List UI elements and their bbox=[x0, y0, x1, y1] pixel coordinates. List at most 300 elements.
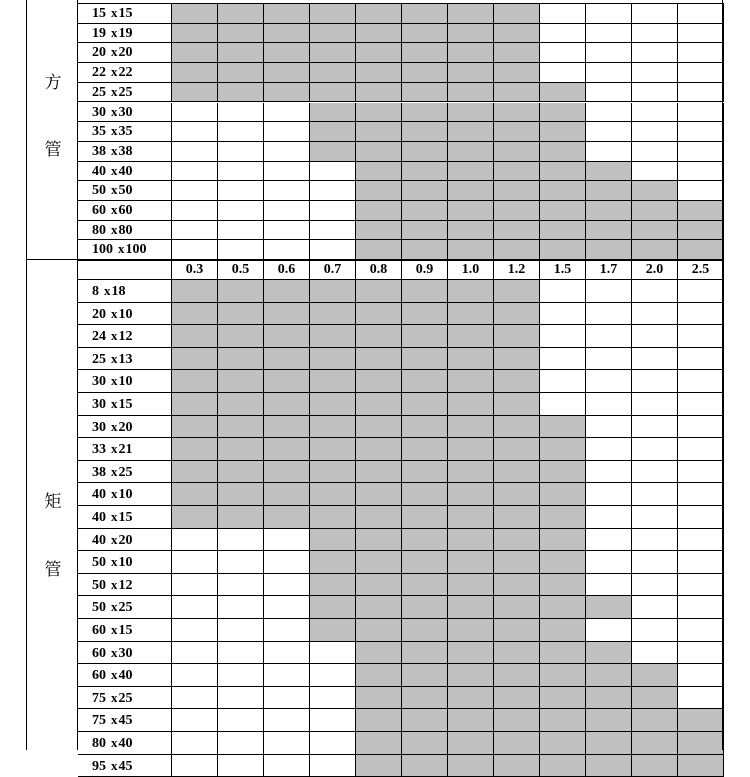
availability-cell-filled bbox=[632, 755, 678, 777]
availability-cell-filled bbox=[402, 4, 448, 24]
availability-cell-filled bbox=[540, 416, 586, 439]
availability-cell-filled bbox=[540, 461, 586, 484]
availability-cell-filled bbox=[264, 303, 310, 326]
availability-cell-filled bbox=[402, 642, 448, 665]
availability-cell-empty bbox=[586, 483, 632, 506]
size-separator: x bbox=[111, 350, 118, 366]
size-width: 60 bbox=[92, 203, 106, 218]
availability-cell-empty bbox=[218, 732, 264, 755]
availability-cell-filled bbox=[356, 83, 402, 103]
thickness-header-1-0: 1.0 bbox=[448, 261, 494, 280]
square_tube-size-cell bbox=[78, 83, 172, 103]
availability-cell-filled bbox=[310, 43, 356, 63]
size-width: 38 bbox=[92, 464, 106, 480]
availability-cell-filled bbox=[402, 370, 448, 393]
availability-cell-filled bbox=[540, 687, 586, 710]
thickness-header-0-7: 0.7 bbox=[310, 261, 356, 280]
availability-cell-filled bbox=[402, 280, 448, 303]
availability-cell-empty bbox=[678, 483, 724, 506]
availability-cell-filled bbox=[264, 438, 310, 461]
availability-cell-empty bbox=[172, 596, 218, 619]
availability-cell-filled bbox=[540, 201, 586, 221]
thickness-header-0-3: 0.3 bbox=[172, 261, 218, 280]
size-width: 50 bbox=[92, 183, 106, 199]
availability-cell-filled bbox=[448, 325, 494, 348]
availability-cell-filled bbox=[402, 551, 448, 574]
availability-cell-empty bbox=[540, 348, 586, 371]
size-separator: x bbox=[111, 757, 118, 773]
square_tube-size-cell bbox=[78, 142, 172, 162]
availability-cell-filled bbox=[448, 687, 494, 710]
section-divider bbox=[26, 259, 78, 260]
availability-cell-empty bbox=[678, 393, 724, 416]
square_tube-size-cell bbox=[78, 240, 172, 260]
size-separator: x bbox=[111, 221, 118, 237]
thickness-header-0-5: 0.5 bbox=[218, 261, 264, 280]
availability-cell-empty bbox=[310, 201, 356, 221]
availability-cell-filled bbox=[402, 596, 448, 619]
availability-cell-filled bbox=[264, 63, 310, 83]
availability-cell-filled bbox=[540, 755, 586, 777]
availability-cell-filled bbox=[678, 221, 724, 241]
availability-cell-filled bbox=[172, 506, 218, 529]
availability-cell-filled bbox=[402, 122, 448, 142]
availability-cell-empty bbox=[310, 642, 356, 665]
availability-cell-empty bbox=[678, 4, 724, 24]
size-height: 25 bbox=[118, 690, 133, 706]
availability-cell-filled bbox=[448, 755, 494, 777]
availability-cell-empty bbox=[586, 506, 632, 529]
availability-cell-filled bbox=[356, 162, 402, 182]
size-separator: x bbox=[111, 554, 118, 570]
size-height: 100 bbox=[125, 242, 147, 258]
availability-cell-empty bbox=[540, 4, 586, 24]
availability-cell-filled bbox=[310, 483, 356, 506]
availability-cell-empty bbox=[172, 181, 218, 201]
availability-cell-empty bbox=[632, 574, 678, 597]
availability-cell-empty bbox=[264, 240, 310, 260]
availability-cell-empty bbox=[310, 687, 356, 710]
availability-cell-empty bbox=[586, 461, 632, 484]
availability-cell-filled bbox=[540, 103, 586, 123]
availability-cell-empty bbox=[632, 506, 678, 529]
availability-cell-filled bbox=[264, 43, 310, 63]
square_tube-size-cell bbox=[78, 24, 172, 44]
availability-cell-empty bbox=[264, 732, 310, 755]
availability-cell-empty bbox=[678, 506, 724, 529]
availability-cell-empty bbox=[678, 181, 724, 201]
availability-cell-filled bbox=[494, 4, 540, 24]
availability-cell-filled bbox=[540, 142, 586, 162]
rect_tube-size-cell bbox=[78, 529, 172, 552]
availability-cell-filled bbox=[310, 24, 356, 44]
availability-cell-filled bbox=[448, 642, 494, 665]
availability-cell-empty bbox=[632, 461, 678, 484]
availability-cell-empty bbox=[632, 4, 678, 24]
availability-cell-filled bbox=[172, 24, 218, 44]
size-width: 95 bbox=[92, 758, 106, 774]
availability-cell-filled bbox=[310, 303, 356, 326]
availability-cell-empty bbox=[310, 162, 356, 182]
availability-cell-filled bbox=[494, 348, 540, 371]
availability-cell-filled bbox=[586, 642, 632, 665]
availability-cell-filled bbox=[218, 43, 264, 63]
availability-cell-empty bbox=[310, 240, 356, 260]
rect_tube-size-cell bbox=[78, 280, 172, 303]
availability-cell-empty bbox=[172, 709, 218, 732]
availability-cell-empty bbox=[678, 642, 724, 665]
size-separator: x bbox=[111, 103, 118, 119]
availability-cell-filled bbox=[632, 201, 678, 221]
size-height: 10 bbox=[118, 555, 133, 571]
availability-cell-filled bbox=[678, 732, 724, 755]
thickness-header-1-2: 1.2 bbox=[494, 261, 540, 280]
size-width: 30 bbox=[92, 104, 106, 120]
size-separator: x bbox=[111, 622, 118, 637]
availability-cell-filled bbox=[540, 664, 586, 687]
availability-cell-empty bbox=[632, 63, 678, 83]
availability-cell-filled bbox=[356, 619, 402, 642]
availability-cell-filled bbox=[540, 642, 586, 665]
availability-cell-empty bbox=[540, 280, 586, 303]
availability-cell-filled bbox=[494, 642, 540, 665]
availability-cell-filled bbox=[356, 303, 402, 326]
availability-cell-filled bbox=[632, 664, 678, 687]
availability-cell-filled bbox=[218, 280, 264, 303]
availability-cell-filled bbox=[586, 687, 632, 710]
availability-cell-empty bbox=[218, 596, 264, 619]
availability-cell-filled bbox=[494, 370, 540, 393]
availability-cell-filled bbox=[172, 63, 218, 83]
thickness-header-2-5: 2.5 bbox=[678, 261, 724, 280]
availability-cell-filled bbox=[448, 709, 494, 732]
size-width: 50 bbox=[92, 577, 106, 593]
square_tube-size-cell bbox=[78, 43, 172, 63]
square_tube-size-cell bbox=[78, 181, 172, 201]
availability-cell-empty bbox=[264, 201, 310, 221]
size-separator: x bbox=[111, 305, 118, 321]
size-width: 19 bbox=[92, 25, 106, 41]
size-separator: x bbox=[111, 667, 118, 683]
availability-cell-filled bbox=[356, 664, 402, 687]
size-width: 30 bbox=[92, 397, 106, 412]
availability-cell-filled bbox=[310, 574, 356, 597]
availability-cell-filled bbox=[402, 687, 448, 710]
availability-cell-filled bbox=[494, 103, 540, 123]
availability-cell-empty bbox=[678, 303, 724, 326]
size-separator: x bbox=[111, 644, 118, 660]
availability-cell-filled bbox=[448, 483, 494, 506]
availability-cell-filled bbox=[632, 221, 678, 241]
size-height: 10 bbox=[118, 306, 133, 322]
rect_tube-size-cell bbox=[78, 551, 172, 574]
size-height: 25 bbox=[118, 464, 133, 480]
availability-cell-filled bbox=[586, 201, 632, 221]
availability-cell-filled bbox=[356, 280, 402, 303]
size-height: 10 bbox=[118, 487, 133, 503]
size-width: 60 bbox=[92, 668, 106, 684]
availability-cell-filled bbox=[356, 63, 402, 83]
availability-cell-filled bbox=[264, 325, 310, 348]
availability-cell-filled bbox=[356, 642, 402, 665]
availability-cell-filled bbox=[402, 483, 448, 506]
availability-cell-filled bbox=[494, 221, 540, 241]
size-separator: x bbox=[111, 735, 118, 750]
size-height: 15 bbox=[118, 623, 133, 638]
availability-cell-empty bbox=[586, 416, 632, 439]
rect_tube-category-char: 管 bbox=[44, 560, 62, 579]
availability-cell-empty bbox=[172, 664, 218, 687]
availability-cell-filled bbox=[586, 221, 632, 241]
size-height: 20 bbox=[118, 532, 133, 548]
availability-cell-filled bbox=[402, 709, 448, 732]
square_tube-size-cell bbox=[78, 103, 172, 123]
size-height: 38 bbox=[118, 143, 133, 159]
availability-cell-filled bbox=[310, 63, 356, 83]
availability-cell-empty bbox=[218, 619, 264, 642]
availability-cell-empty bbox=[172, 221, 218, 241]
availability-cell-filled bbox=[494, 664, 540, 687]
rect_tube-size-cell bbox=[78, 325, 172, 348]
availability-cell-empty bbox=[172, 142, 218, 162]
size-height: 20 bbox=[118, 419, 133, 435]
availability-cell-filled bbox=[540, 506, 586, 529]
availability-cell-empty bbox=[678, 687, 724, 710]
availability-cell-empty bbox=[632, 162, 678, 182]
availability-cell-filled bbox=[448, 103, 494, 123]
availability-cell-filled bbox=[218, 303, 264, 326]
availability-cell-empty bbox=[218, 122, 264, 142]
availability-cell-filled bbox=[494, 240, 540, 260]
availability-cell-empty bbox=[310, 732, 356, 755]
availability-cell-empty bbox=[264, 181, 310, 201]
availability-cell-filled bbox=[494, 619, 540, 642]
grid-line-right bbox=[722, 0, 723, 750]
size-separator: x bbox=[111, 712, 118, 728]
size-separator: x bbox=[111, 123, 118, 139]
availability-cell-empty bbox=[264, 551, 310, 574]
availability-cell-empty bbox=[678, 83, 724, 103]
availability-cell-filled bbox=[402, 303, 448, 326]
size-width: 40 bbox=[92, 163, 106, 179]
size-height: 60 bbox=[118, 203, 133, 218]
size-separator: x bbox=[111, 418, 118, 434]
availability-cell-filled bbox=[402, 619, 448, 642]
availability-cell-filled bbox=[218, 483, 264, 506]
thickness-header-1-7: 1.7 bbox=[586, 261, 632, 280]
availability-cell-filled bbox=[448, 619, 494, 642]
availability-cell-empty bbox=[218, 551, 264, 574]
availability-cell-filled bbox=[264, 24, 310, 44]
availability-cell-empty bbox=[218, 709, 264, 732]
availability-cell-filled bbox=[402, 24, 448, 44]
rect_tube-size-cell bbox=[78, 755, 172, 777]
availability-cell-empty bbox=[632, 619, 678, 642]
size-height: 18 bbox=[111, 284, 126, 299]
size-height: 12 bbox=[118, 329, 133, 345]
availability-cell-filled bbox=[448, 201, 494, 221]
availability-cell-empty bbox=[172, 551, 218, 574]
availability-cell-empty bbox=[172, 755, 218, 777]
size-height: 50 bbox=[118, 183, 133, 199]
availability-cell-empty bbox=[678, 280, 724, 303]
size-width: 22 bbox=[92, 65, 106, 81]
availability-cell-filled bbox=[218, 438, 264, 461]
availability-cell-filled bbox=[356, 325, 402, 348]
availability-cell-filled bbox=[448, 303, 494, 326]
availability-cell-empty bbox=[632, 551, 678, 574]
thickness-header-2-0: 2.0 bbox=[632, 261, 678, 280]
availability-cell-empty bbox=[632, 529, 678, 552]
availability-cell-filled bbox=[494, 142, 540, 162]
availability-cell-filled bbox=[172, 461, 218, 484]
availability-cell-filled bbox=[494, 416, 540, 439]
availability-cell-filled bbox=[632, 240, 678, 260]
rect_tube-size-cell bbox=[78, 438, 172, 461]
availability-cell-empty bbox=[264, 103, 310, 123]
availability-cell-filled bbox=[356, 24, 402, 44]
availability-cell-filled bbox=[402, 142, 448, 162]
availability-cell-filled bbox=[448, 162, 494, 182]
rect_tube-category-char: 矩 bbox=[44, 492, 62, 511]
availability-cell-empty bbox=[540, 325, 586, 348]
availability-cell-filled bbox=[448, 181, 494, 201]
availability-cell-filled bbox=[356, 103, 402, 123]
availability-cell-empty bbox=[172, 687, 218, 710]
rect_tube-size-cell bbox=[78, 687, 172, 710]
size-separator: x bbox=[111, 24, 118, 40]
availability-cell-filled bbox=[448, 596, 494, 619]
size-height: 80 bbox=[118, 222, 133, 238]
availability-cell-filled bbox=[448, 551, 494, 574]
availability-cell-filled bbox=[494, 325, 540, 348]
availability-cell-filled bbox=[172, 303, 218, 326]
availability-cell-empty bbox=[172, 240, 218, 260]
thickness-header-0-9: 0.9 bbox=[402, 261, 448, 280]
availability-cell-filled bbox=[494, 201, 540, 221]
availability-cell-empty bbox=[678, 551, 724, 574]
availability-cell-filled bbox=[356, 142, 402, 162]
availability-cell-empty bbox=[632, 370, 678, 393]
size-height: 21 bbox=[118, 442, 133, 458]
size-width: 100 bbox=[92, 242, 113, 258]
rect_tube-size-cell bbox=[78, 348, 172, 371]
availability-cell-filled bbox=[494, 551, 540, 574]
availability-cell-filled bbox=[172, 416, 218, 439]
availability-cell-filled bbox=[402, 63, 448, 83]
availability-cell-filled bbox=[356, 529, 402, 552]
square_tube-size-cell bbox=[78, 122, 172, 142]
availability-cell-filled bbox=[172, 438, 218, 461]
size-height: 45 bbox=[118, 758, 133, 774]
availability-cell-filled bbox=[172, 4, 218, 24]
availability-cell-filled bbox=[356, 370, 402, 393]
availability-cell-filled bbox=[402, 43, 448, 63]
availability-cell-filled bbox=[402, 664, 448, 687]
availability-cell-filled bbox=[448, 4, 494, 24]
thickness-header-0-8: 0.8 bbox=[356, 261, 402, 280]
availability-cell-filled bbox=[310, 461, 356, 484]
availability-cell-filled bbox=[540, 122, 586, 142]
availability-cell-filled bbox=[356, 43, 402, 63]
availability-cell-empty bbox=[586, 551, 632, 574]
availability-cell-filled bbox=[356, 416, 402, 439]
availability-cell-empty bbox=[264, 162, 310, 182]
availability-cell-filled bbox=[402, 506, 448, 529]
availability-cell-filled bbox=[402, 240, 448, 260]
availability-cell-empty bbox=[632, 24, 678, 44]
availability-cell-empty bbox=[172, 103, 218, 123]
availability-cell-empty bbox=[632, 438, 678, 461]
availability-cell-empty bbox=[172, 574, 218, 597]
availability-cell-filled bbox=[218, 461, 264, 484]
top-line bbox=[78, 3, 724, 4]
rect_tube-size-cell bbox=[78, 303, 172, 326]
availability-cell-filled bbox=[356, 461, 402, 484]
availability-cell-filled bbox=[356, 506, 402, 529]
size-width: 60 bbox=[92, 623, 106, 638]
availability-cell-filled bbox=[678, 201, 724, 221]
availability-cell-filled bbox=[356, 596, 402, 619]
availability-cell-empty bbox=[632, 483, 678, 506]
availability-cell-empty bbox=[264, 596, 310, 619]
availability-cell-filled bbox=[402, 438, 448, 461]
availability-cell-empty bbox=[540, 370, 586, 393]
availability-cell-empty bbox=[172, 732, 218, 755]
availability-cell-empty bbox=[264, 122, 310, 142]
availability-cell-filled bbox=[218, 370, 264, 393]
availability-cell-empty bbox=[632, 43, 678, 63]
availability-cell-empty bbox=[264, 664, 310, 687]
availability-cell-filled bbox=[356, 348, 402, 371]
thickness-header-1-5: 1.5 bbox=[540, 261, 586, 280]
availability-cell-empty bbox=[678, 596, 724, 619]
size-separator: x bbox=[111, 509, 118, 524]
availability-cell-filled bbox=[402, 325, 448, 348]
availability-cell-empty bbox=[678, 142, 724, 162]
availability-cell-filled bbox=[494, 280, 540, 303]
availability-cell-filled bbox=[402, 755, 448, 777]
availability-cell-empty bbox=[586, 303, 632, 326]
availability-cell-empty bbox=[586, 142, 632, 162]
availability-cell-filled bbox=[218, 83, 264, 103]
availability-cell-filled bbox=[448, 529, 494, 552]
availability-cell-empty bbox=[586, 619, 632, 642]
availability-cell-filled bbox=[310, 619, 356, 642]
availability-cell-filled bbox=[494, 393, 540, 416]
availability-cell-filled bbox=[540, 221, 586, 241]
availability-cell-filled bbox=[494, 438, 540, 461]
rect_tube-size-cell bbox=[78, 393, 172, 416]
availability-cell-filled bbox=[494, 732, 540, 755]
availability-cell-empty bbox=[586, 4, 632, 24]
availability-cell-empty bbox=[218, 755, 264, 777]
availability-cell-empty bbox=[218, 142, 264, 162]
availability-cell-empty bbox=[586, 280, 632, 303]
availability-cell-filled bbox=[310, 348, 356, 371]
square_tube-size-cell bbox=[78, 221, 172, 241]
grid-line-left bbox=[26, 0, 27, 750]
availability-cell-empty bbox=[172, 201, 218, 221]
availability-cell-empty bbox=[678, 416, 724, 439]
availability-cell-filled bbox=[218, 4, 264, 24]
availability-cell-filled bbox=[356, 438, 402, 461]
availability-cell-empty bbox=[632, 83, 678, 103]
availability-cell-filled bbox=[310, 142, 356, 162]
availability-cell-filled bbox=[402, 221, 448, 241]
availability-cell-filled bbox=[218, 24, 264, 44]
availability-cell-filled bbox=[310, 103, 356, 123]
